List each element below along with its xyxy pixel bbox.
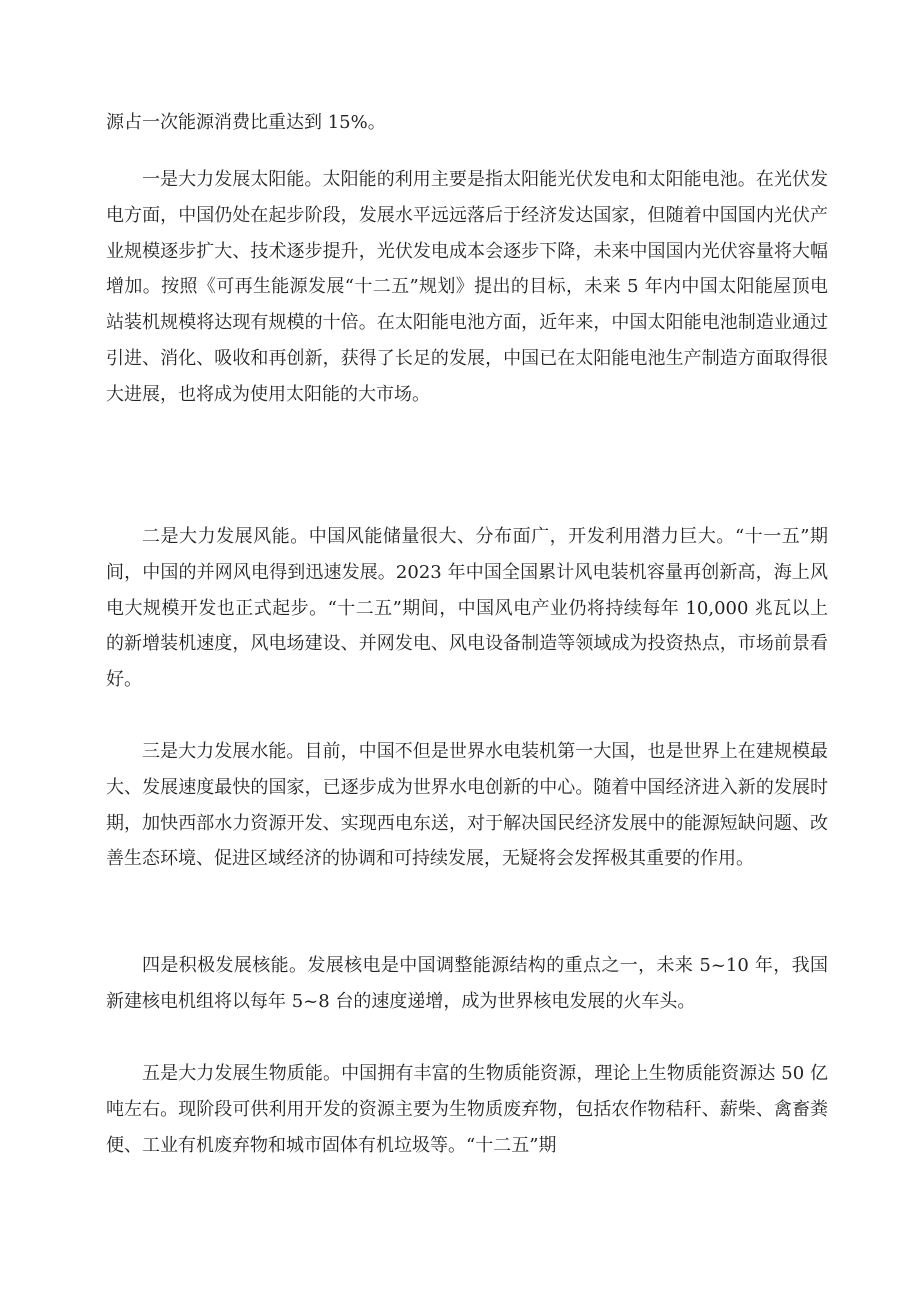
paragraph-wind-energy: 二是大力发展风能。中国风能储量很大、分布面广，开发利用潜力巨大。“十一五”期间，中国的并网风电得到迅速发展。2023 年中国全国累计风电装机容量再创新高，海上风电大规模开发也正式起步。“十二五”期间，中国风电产业仍将持续每年 10,000 兆瓦以上的新增装机速度，风电场建设、并网发电、风电设备制造等领域成为投资热点，市场前景看好。 — [106, 526, 828, 691]
paragraph-continuation: 源占一次能源消费比重达到 15%。 — [106, 112, 386, 133]
paragraph-hydro-energy: 三是大力发展水能。目前，中国不但是世界水电装机第一大国，也是世界上在建规模最大、发展速度最快的国家，已逐步成为世界水电创新的中心。随着中国经济进入新的发展时期，加快西部水力资源开发、实现西电东送，对于解决国民经济发展中的能源短缺问题、改善生态环境、促进区域经济的协调和可持续发展，无疑将会发挥极其重要的作用。 — [106, 741, 828, 870]
paragraph-biomass-energy: 五是大力发展生物质能。中国拥有丰富的生物质能资源，理论上生物质能资源达 50 亿吨左右。现阶段可供利用开发的资源主要为生物质废弃物，包括农作物秸秆、薪柴、禽畜粪便、工业有机废弃物和城市固体有机垃圾等。“十二五”期 — [106, 1063, 828, 1156]
paragraph-solar-energy: 一是大力发展太阳能。太阳能的利用主要是指太阳能光伏发电和太阳能电池。在光伏发电方面，中国仍处在起步阶段，发展水平远远落后于经济发达国家，但随着中国国内光伏产业规模逐步扩大、技术逐步提升，光伏发电成本会逐步下降，未来中国国内光伏容量将大幅增加。按照《可再生能源发展“十二五”规划》提出的目标，未来 5 年内中国太阳能屋顶电站装机规模将达现有规模的十倍。在太阳能电池方面，近年来，中国太阳能电池制造业通过引进、消化、吸收和再创新，获得了长足的发展，中国已在太阳能电池生产制造方面取得很大进展，也将成为使用太阳能的大市场。 — [106, 169, 828, 405]
paragraph-nuclear-energy: 四是积极发展核能。发展核电是中国调整能源结构的重点之一，未来 5~10 年，我国新建核电机组将以每年 5~8 台的速度递增，成为世界核电发展的火车头。 — [106, 955, 828, 1012]
